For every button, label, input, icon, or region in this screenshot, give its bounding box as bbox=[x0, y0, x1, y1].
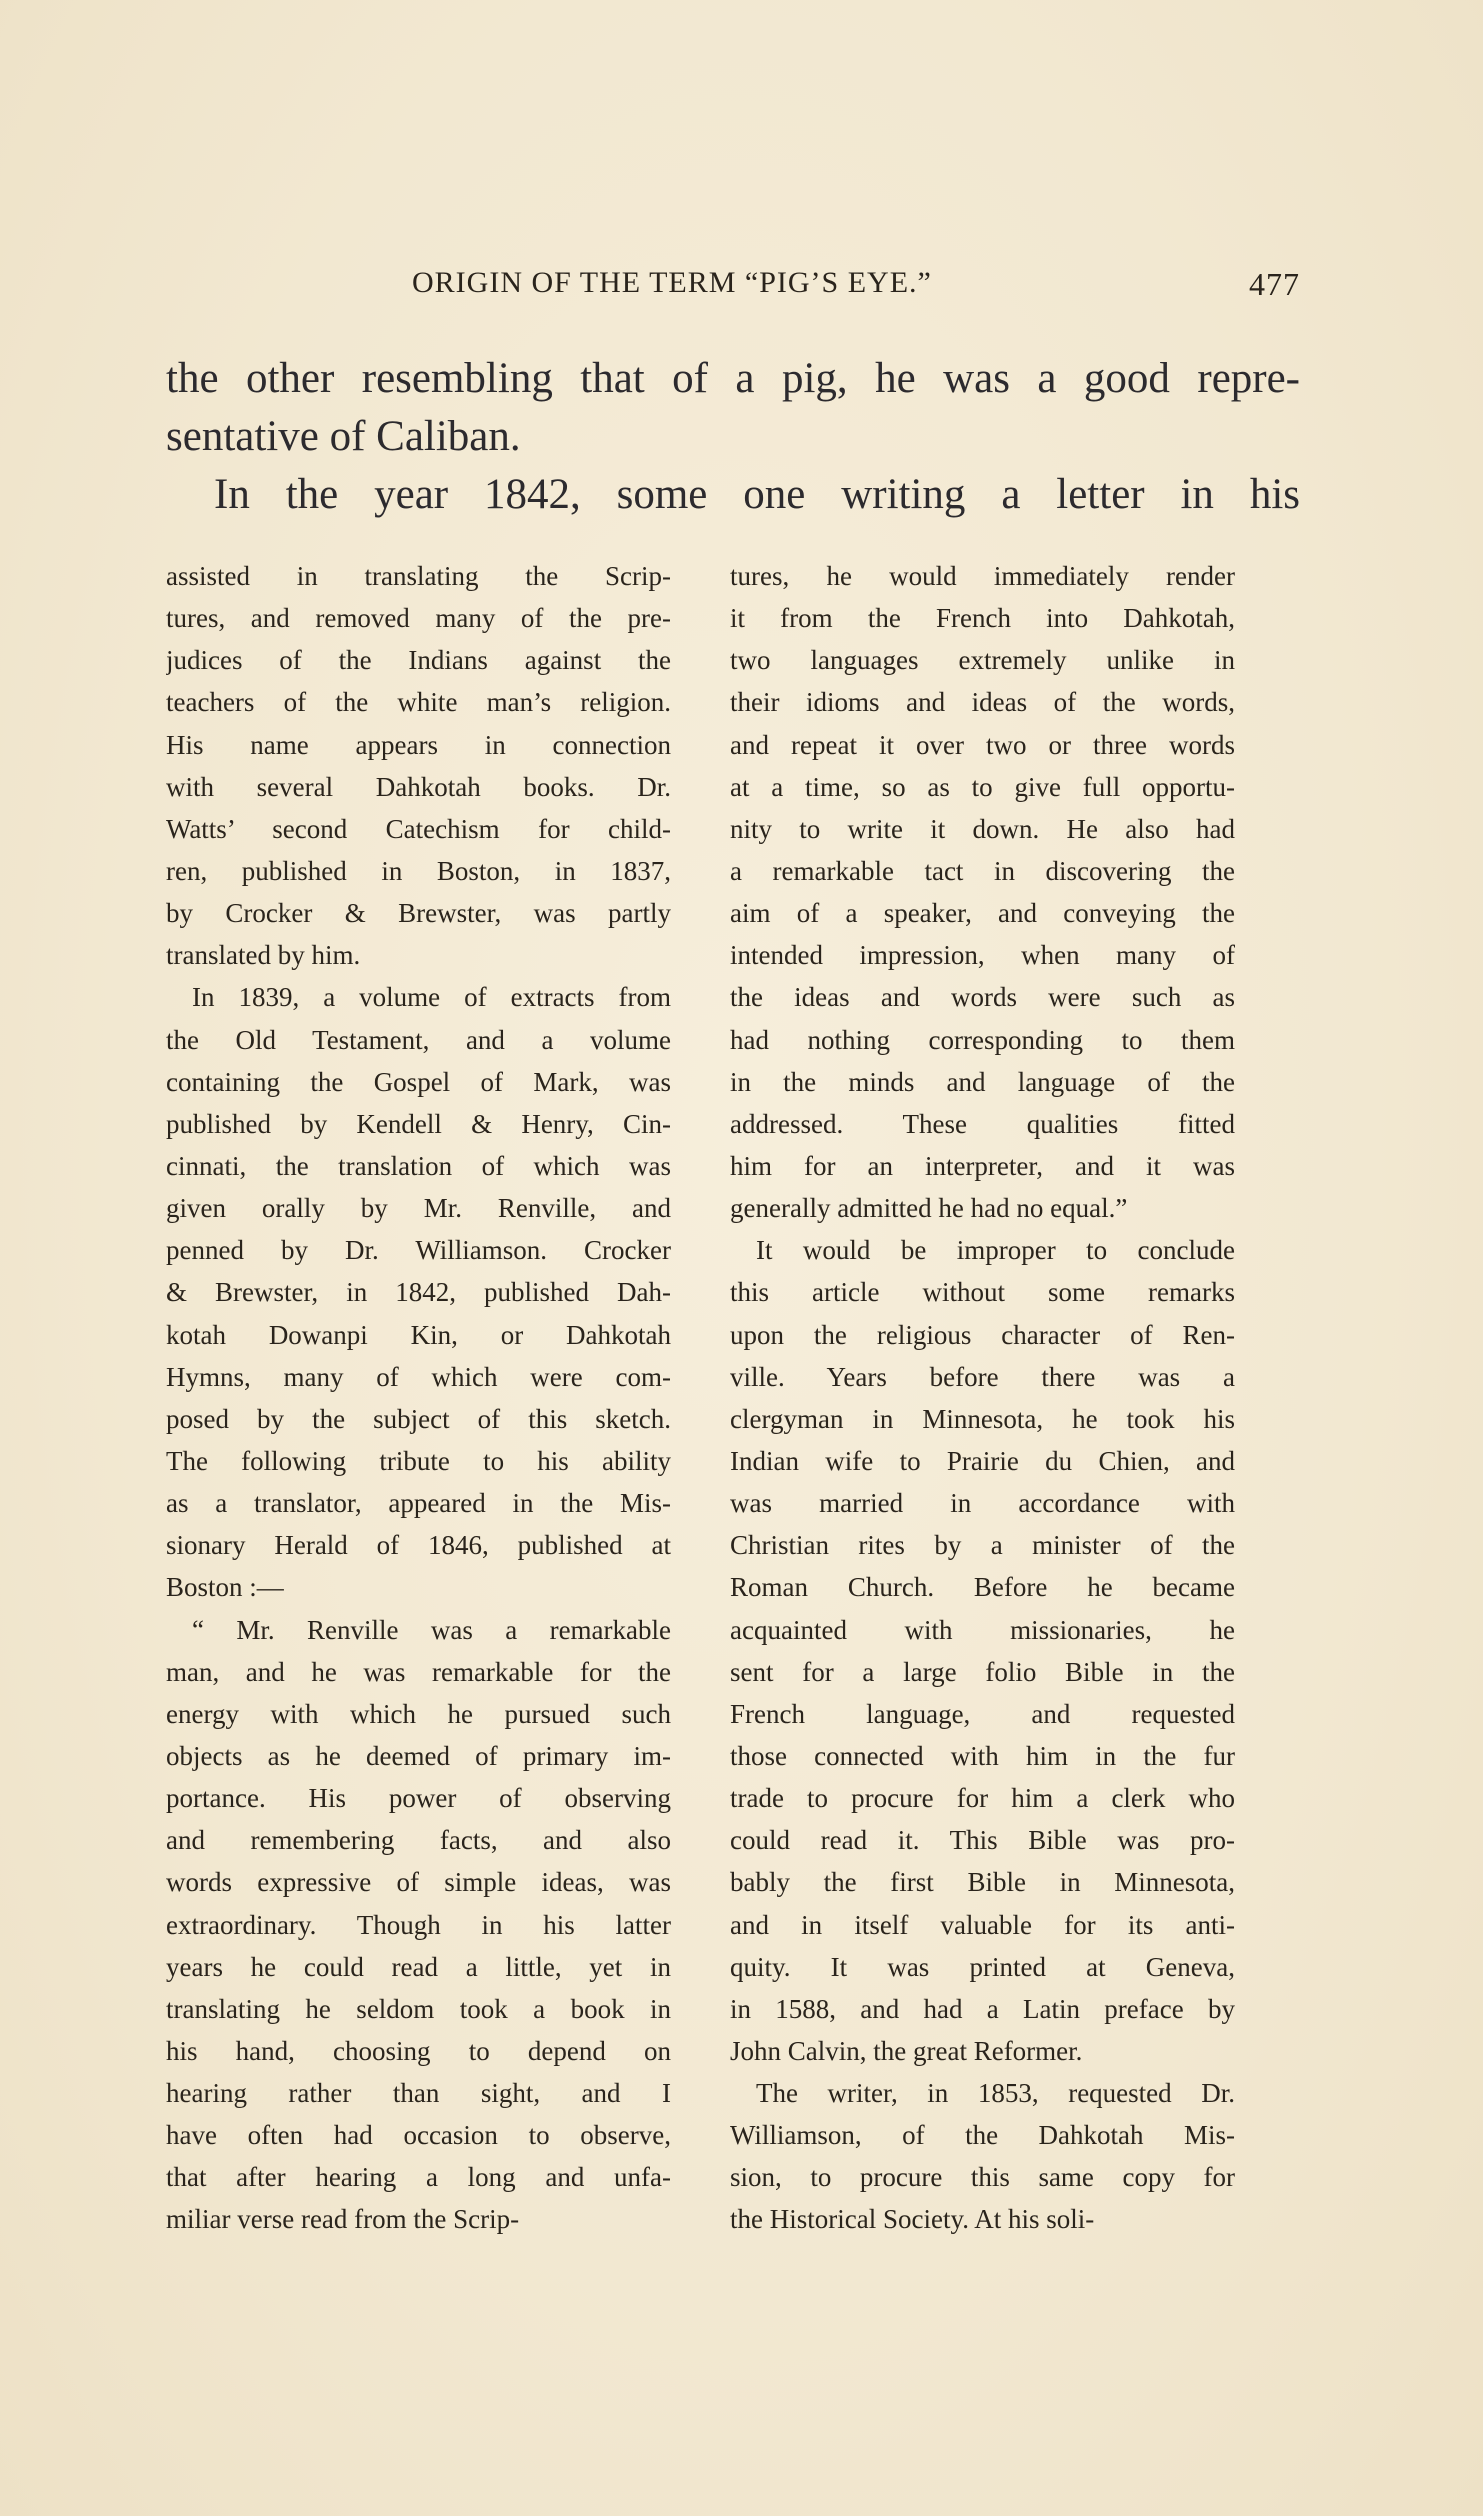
text-line: at a time, so as to give full opportu- bbox=[730, 771, 1235, 802]
text-line: could read it. This Bible was pro- bbox=[730, 1825, 1235, 1856]
text-line: containing the Gospel of Mark, was bbox=[166, 1066, 671, 1097]
text-line: teachers of the white man’s religion. bbox=[166, 687, 671, 718]
text-line: posed by the subject of this sketch. bbox=[166, 1403, 671, 1434]
text-line: judices of the Indians against the bbox=[166, 645, 671, 676]
text-line: published by Kendell & Henry, Cin- bbox=[166, 1108, 671, 1139]
text-line: tures, and removed many of the pre- bbox=[166, 603, 671, 634]
text-line: hearing rather than sight, and I bbox=[166, 2078, 671, 2109]
text-line: trade to procure for him a clerk who bbox=[730, 1783, 1235, 1814]
text-line: in 1588, and had a Latin preface by bbox=[730, 1993, 1235, 2024]
text-line: intended impression, when many of bbox=[730, 940, 1235, 971]
text-line: their idioms and ideas of the words, bbox=[730, 687, 1235, 718]
text-line: French language, and requested bbox=[730, 1698, 1235, 1729]
text-line: Williamson, of the Dahkotah Mis- bbox=[730, 2120, 1235, 2151]
text-line: acquainted with missionaries, he bbox=[730, 1614, 1235, 1645]
text-line: assisted in translating the Scrip- bbox=[166, 561, 671, 591]
text-line: portance. His power of observing bbox=[166, 1783, 671, 1814]
text-line: words expressive of simple ideas, was bbox=[166, 1867, 671, 1898]
text-line: the Historical Society. At his soli- bbox=[730, 2204, 1095, 2235]
text-line: Hymns, many of which were com- bbox=[166, 1361, 671, 1392]
text-line: the ideas and words were such as bbox=[730, 982, 1235, 1013]
text-line: The following tribute to his ability bbox=[166, 1445, 671, 1476]
text-line: in the minds and language of the bbox=[730, 1066, 1235, 1097]
text-line: sent for a large folio Bible in the bbox=[730, 1656, 1235, 1687]
text-line: penned by Dr. Williamson. Crocker bbox=[166, 1235, 671, 1266]
text-line: the Old Testament, and a volume bbox=[166, 1024, 671, 1055]
text-line: quity. It was printed at Geneva, bbox=[730, 1951, 1235, 1982]
large-text-line: the other resembling that of a pig, he was a good repre- bbox=[166, 355, 1300, 402]
running-head-title: ORIGIN OF THE TERM “PIG’S EYE.” bbox=[412, 266, 932, 299]
text-line: given orally by Mr. Renville, and bbox=[166, 1193, 671, 1224]
page-number: 477 bbox=[1249, 266, 1300, 302]
text-line: energy with which he pursued such bbox=[166, 1698, 671, 1729]
text-line: upon the religious character of Ren- bbox=[730, 1319, 1235, 1350]
text-line: kotah Dowanpi Kin, or Dahkotah bbox=[166, 1319, 671, 1350]
text-line: Roman Church. Before he became bbox=[730, 1572, 1235, 1603]
text-line: sion, to procure this same copy for bbox=[730, 2162, 1235, 2193]
text-line: as a translator, appeared in the Mis- bbox=[166, 1488, 671, 1519]
text-line: “ Mr. Renville was a remarkable bbox=[192, 1614, 671, 1645]
text-line: cinnati, the translation of which was bbox=[166, 1150, 671, 1181]
text-line: and in itself valuable for its anti- bbox=[730, 1909, 1235, 1940]
text-line: translated by him. bbox=[166, 940, 361, 971]
text-line: ville. Years before there was a bbox=[730, 1361, 1235, 1392]
text-line: tures, he would immediately render bbox=[730, 561, 1235, 591]
text-line: generally admitted he had no equal.” bbox=[730, 1193, 1128, 1224]
text-line: this article without some remarks bbox=[730, 1277, 1235, 1308]
text-line: that after hearing a long and unfa- bbox=[166, 2162, 671, 2193]
text-line: translating he seldom took a book in bbox=[166, 1993, 671, 2024]
text-line: those connected with him in the fur bbox=[730, 1740, 1235, 1771]
text-line: a remarkable tact in discovering the bbox=[730, 855, 1235, 886]
text-line: was married in accordance with bbox=[730, 1488, 1235, 1519]
text-line: miliar verse read from the Scrip- bbox=[166, 2204, 520, 2235]
text-line: and remembering facts, and also bbox=[166, 1825, 671, 1856]
text-line: objects as he deemed of primary im- bbox=[166, 1740, 671, 1771]
right-column bbox=[730, 555, 1235, 2241]
text-line: Indian wife to Prairie du Chien, and bbox=[730, 1445, 1235, 1476]
large-text-line: sentative of Caliban. bbox=[166, 413, 521, 460]
text-line: had nothing corresponding to them bbox=[730, 1024, 1235, 1055]
text-line: Boston :— bbox=[166, 1572, 284, 1603]
text-line: sionary Herald of 1846, published at bbox=[166, 1530, 671, 1561]
text-line: It would be improper to conclude bbox=[756, 1235, 1235, 1266]
text-line: his hand, choosing to depend on bbox=[166, 2035, 671, 2066]
text-line: John Calvin, the great Reformer. bbox=[730, 2035, 1083, 2066]
text-line: Christian rites by a minister of the bbox=[730, 1530, 1235, 1561]
left-column bbox=[166, 555, 671, 2241]
text-line: clergyman in Minnesota, he took his bbox=[730, 1403, 1235, 1434]
text-line: him for an interpreter, and it was bbox=[730, 1150, 1235, 1181]
text-line: extraordinary. Though in his latter bbox=[166, 1909, 671, 1940]
text-line: with several Dahkotah books. Dr. bbox=[166, 771, 671, 802]
text-line: addressed. These qualities fitted bbox=[730, 1108, 1235, 1139]
text-line: His name appears in connection bbox=[166, 729, 671, 760]
text-line: and repeat it over two or three words bbox=[730, 729, 1235, 760]
text-line: ren, published in Boston, in 1837, bbox=[166, 855, 671, 886]
text-line: Watts’ second Catechism for child- bbox=[166, 813, 671, 844]
running-head bbox=[412, 266, 1300, 306]
text-line: bably the first Bible in Minnesota, bbox=[730, 1867, 1235, 1898]
text-line: by Crocker & Brewster, was partly bbox=[166, 898, 671, 929]
text-line: aim of a speaker, and conveying the bbox=[730, 898, 1235, 929]
text-line: it from the French into Dahkotah, bbox=[730, 603, 1235, 634]
text-line: man, and he was remarkable for the bbox=[166, 1656, 671, 1687]
text-line: & Brewster, in 1842, published Dah- bbox=[166, 1277, 671, 1308]
text-line: In 1839, a volume of extracts from bbox=[192, 982, 671, 1013]
text-line: two languages extremely unlike in bbox=[730, 645, 1235, 676]
text-line: have often had occasion to observe, bbox=[166, 2120, 671, 2151]
text-line: The writer, in 1853, requested Dr. bbox=[756, 2078, 1235, 2109]
text-line: nity to write it down. He also had bbox=[730, 813, 1235, 844]
large-text-line: In the year 1842, some one writing a letter in his bbox=[214, 471, 1300, 518]
large-text-block bbox=[166, 350, 1300, 524]
text-line: years he could read a little, yet in bbox=[166, 1951, 671, 1982]
